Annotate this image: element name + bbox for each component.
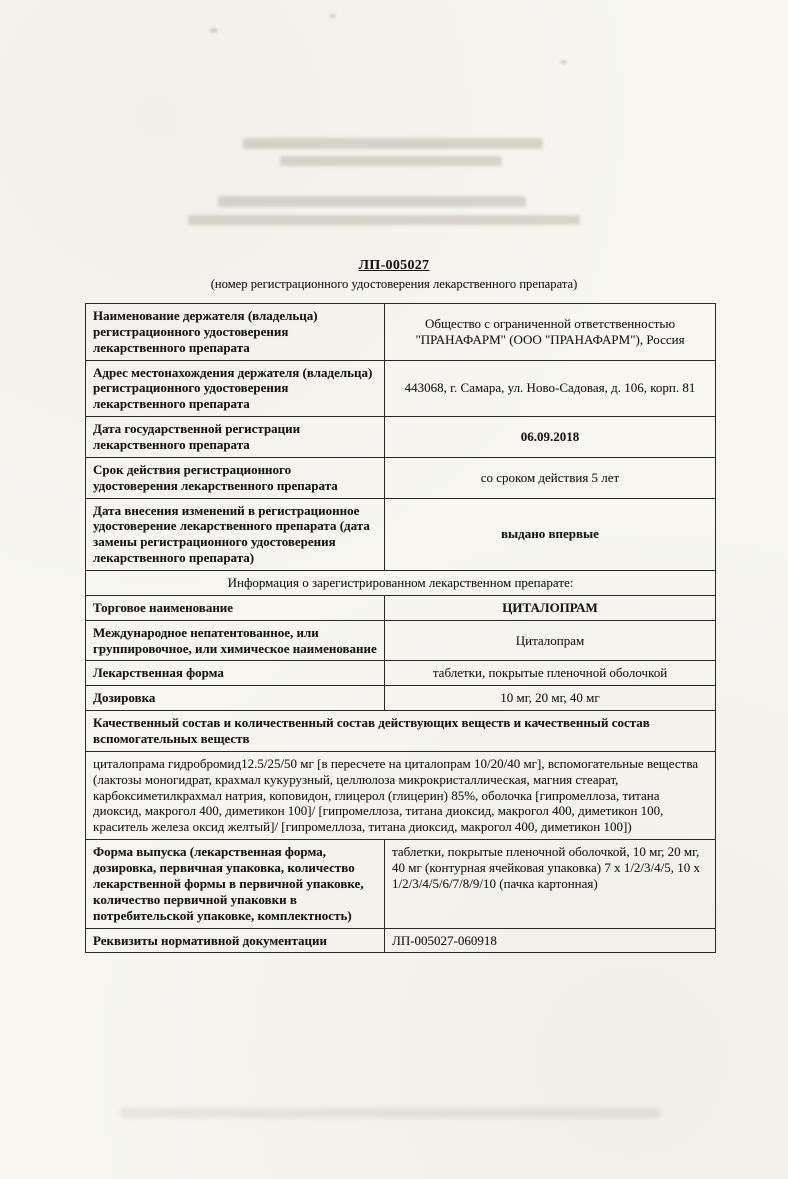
table-row	[86, 620, 715, 661]
table-row	[86, 928, 715, 953]
registration-number-caption: (номер регистрационного удостоверения лекарственного препарата)	[210, 277, 578, 291]
table-row	[86, 457, 715, 498]
faded-stamp-line	[280, 156, 502, 166]
table-row	[86, 304, 715, 360]
row-label: Дата внесения изменений в регистрационное удостоверение лекарственного препарата (дата замены регистрационного удостоверения лекарственного препарата)	[93, 502, 370, 566]
row-value: со сроком действия 5 лет	[384, 458, 715, 498]
row-label: Дата государственной регистрации лекарственного препарата	[93, 421, 301, 453]
full-width-row-text: Информация о зарегистрированном лекарственном препарате:	[227, 575, 574, 591]
full-width-row-text: Качественный состав и количественный состав действующих веществ и качественный состав вспомогательных веществ	[93, 715, 650, 747]
registration-table	[85, 303, 716, 953]
table-row	[86, 710, 715, 751]
document-header	[0, 258, 788, 292]
table-row	[86, 660, 715, 685]
table-row	[86, 685, 715, 710]
row-value: 443068, г. Самара, ул. Ново-Садовая, д. 106, корп. 81	[384, 361, 715, 417]
row-value: выдано впервые	[384, 499, 715, 570]
scan-speck	[210, 28, 218, 33]
row-label: Торговое наименование	[93, 599, 234, 615]
table-row	[86, 595, 715, 620]
table-row	[86, 839, 715, 927]
table-row	[86, 498, 715, 570]
row-label: Адрес местонахождения держателя (владельца) регистрационного удостоверения лекарственного препарата	[93, 364, 373, 412]
scan-noise	[120, 1108, 660, 1118]
table-row	[86, 360, 715, 417]
row-value: Общество с ограниченной ответственностью "ПРАНАФАРМ" (ООО "ПРАНАФАРМ"), Россия	[384, 304, 715, 360]
registration-number: ЛП-005027	[358, 258, 430, 273]
faded-stamp-line	[218, 196, 526, 207]
table-row	[86, 751, 715, 839]
faded-stamp-line	[188, 215, 580, 225]
scan-speck	[560, 60, 567, 64]
full-width-row-text: циталопрама гидробромид12.5/25/50 мг [в пересчете на циталопрам 10/20/40 мг], вспомогательные вещества (лактозы моногидрат, крахмал кукурузный, целлюлоза микрокристаллическая, магния стеарат, карбоксиметилкрахмал натрия, коповидон, глицерол (глицерин) 85%, оболочка [гипромеллоза, титана диоксид, макрогол 400, диметикон 100]/ [гипромеллоза, титана диоксид, макрогол 400, диметикон 100, краситель железа оксид желтый]/ [гипромеллоза, титана диоксид, макрогол 400, диметикон 100])	[93, 755, 699, 835]
row-label: Дозировка	[93, 690, 156, 706]
row-value: ЛП-005027-060918	[384, 929, 715, 953]
row-value: 10 мг, 20 мг, 40 мг	[384, 686, 715, 710]
scan-speck	[330, 14, 336, 18]
row-value: 06.09.2018	[384, 417, 715, 457]
row-value: Циталопрам	[384, 621, 715, 661]
row-label: Лекарственная форма	[93, 665, 224, 681]
row-label: Наименование держателя (владельца) регистрационного удостоверения лекарственного препарата	[93, 308, 318, 355]
row-label: Форма выпуска (лекарственная форма, дозировка, первичная упаковка, количество лекарственной формы в первичной упаковке, количество первичной упаковки в потребительской упаковке, комплектность)	[93, 844, 364, 923]
table-row	[86, 570, 715, 595]
row-value: таблетки, покрытые пленочной оболочкой, 10 мг, 20 мг, 40 мг (контурная ячейковая упаковка) 7 х 1/2/3/4/5, 10 х 1/2/3/4/5/6/7/8/9/10 (пачка картонная)	[384, 840, 715, 927]
table-row	[86, 416, 715, 457]
row-value: ЦИТАЛОПРАМ	[384, 596, 715, 620]
row-label: Срок действия регистрационного удостоверения лекарственного препарата	[93, 461, 338, 493]
faded-stamp-line	[243, 138, 543, 149]
row-label: Реквизиты нормативной документации	[93, 932, 327, 948]
row-label: Международное непатентованное, или группировочное, или химическое наименование	[93, 624, 377, 656]
row-value: таблетки, покрытые пленочной оболочкой	[384, 661, 715, 685]
